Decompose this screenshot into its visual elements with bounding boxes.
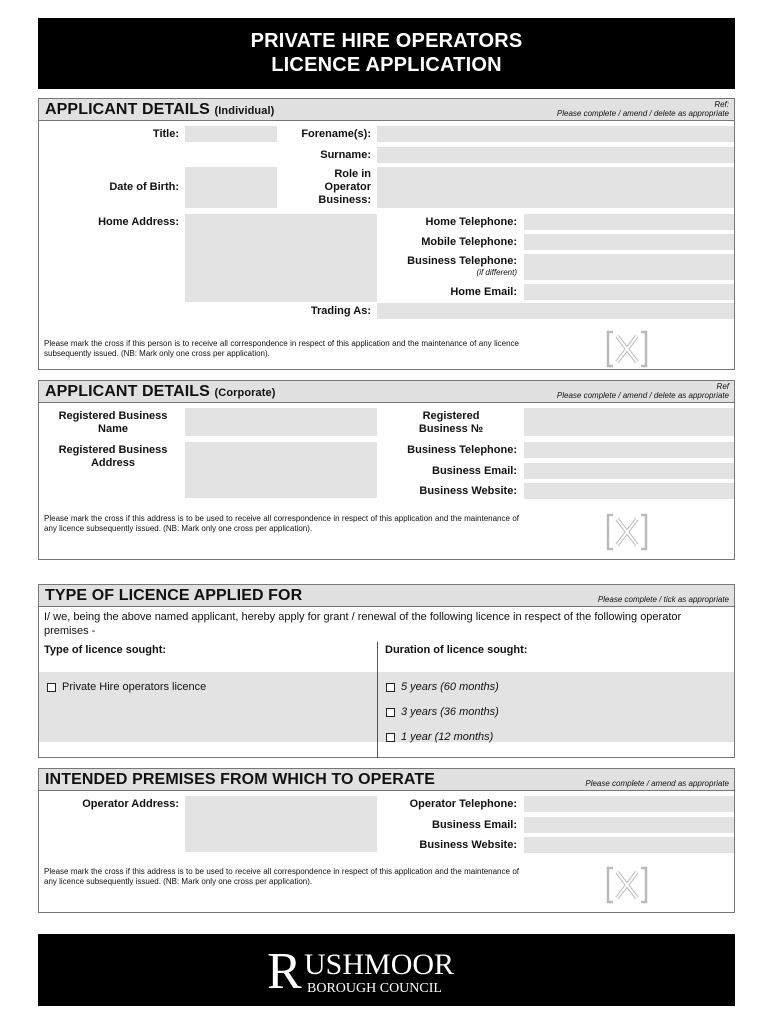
registered-number-label (384, 410, 518, 436)
duration-option-3-years[interactable] (386, 706, 499, 718)
forenames-field[interactable] (377, 126, 734, 142)
registered-number-label-line1: Registered (422, 410, 480, 422)
home-telephone-label: Home Telephone: (425, 216, 517, 228)
type-header: Type of licence sought: (44, 644, 167, 656)
logo-subtitle: BOROUGH COUNCIL (306, 981, 442, 996)
role-label-line3: Business: (318, 194, 371, 206)
registered-name-label-line1: Registered Business (58, 410, 168, 422)
form-title-line1: PRIVATE HIRE OPERATORS (250, 30, 523, 52)
section-title-text: APPLICANT DETAILS (45, 383, 210, 400)
checkbox-icon[interactable] (386, 683, 395, 692)
licence-intro: I/ we, being the above named applicant, hereby apply for grant / renewal of the following licence in respect of the following operator premises - (44, 611, 682, 637)
applicant-individual-section (38, 98, 735, 370)
duration-option-label: 1 year (12 months) (401, 731, 494, 743)
section-header (39, 381, 734, 403)
registered-name-field[interactable] (185, 408, 377, 436)
business-telephone-label (369, 255, 517, 278)
logo-initial: R (266, 943, 302, 1000)
checkbox-icon[interactable] (386, 708, 395, 717)
section-header (39, 769, 734, 791)
business-website-label: Business Website: (419, 485, 517, 497)
trading-as-field[interactable] (377, 303, 734, 319)
operator-address-field[interactable] (185, 796, 377, 852)
operator-telephone-field[interactable] (524, 796, 734, 812)
duration-option-label: 3 years (36 months) (401, 706, 499, 718)
surname-field[interactable] (377, 147, 734, 163)
duration-option-5-years[interactable] (386, 681, 499, 693)
correspondence-note: Please mark the cross if this person is to receive all correspondence in respect of this application and the maintenance of any licence subsequently issued. (NB: Mark only one cross per application). (44, 339, 519, 358)
mobile-telephone-label: Mobile Telephone: (421, 236, 517, 248)
role-label (279, 168, 371, 207)
home-address-field[interactable] (185, 214, 377, 302)
applicant-corporate-section (38, 380, 735, 560)
duration-option-1-year[interactable] (386, 731, 493, 743)
role-label-line2: Operator (324, 181, 371, 193)
private-hire-option-label: Private Hire operators licence (62, 681, 207, 693)
logo-wordmark: USHMOOR (303, 948, 454, 981)
role-label-line1: Role in (334, 168, 371, 180)
business-website-label: Business Website: (419, 839, 517, 851)
forenames-label: Forename(s): (301, 128, 371, 140)
home-email-field[interactable] (524, 284, 734, 300)
registered-address-field[interactable] (185, 442, 377, 498)
operator-telephone-label: Operator Telephone: (409, 798, 517, 810)
section-instruction: Please complete / amend / delete as appropriate (556, 109, 729, 118)
private-hire-option[interactable] (47, 681, 206, 693)
form-title-banner (38, 18, 735, 89)
ref-label: Ref: (714, 100, 729, 109)
if-different-hint: (if different) (476, 268, 517, 277)
cross-box-icon[interactable] (605, 329, 649, 369)
cross-box-icon[interactable] (605, 512, 649, 552)
mobile-telephone-field[interactable] (524, 234, 734, 250)
section-title-text: APPLICANT DETAILS (45, 101, 210, 118)
dob-label: Date of Birth: (109, 181, 179, 193)
registered-number-field[interactable] (524, 408, 734, 436)
business-email-field[interactable] (524, 817, 734, 833)
business-email-label: Business Email: (432, 819, 517, 831)
title-field[interactable] (185, 126, 277, 142)
home-telephone-field[interactable] (524, 214, 734, 230)
council-logo-banner (38, 934, 735, 1006)
section-subtitle: (Individual) (214, 105, 275, 117)
duration-option-label: 5 years (60 months) (401, 681, 499, 693)
section-instruction: Please complete / amend as appropriate (585, 779, 729, 788)
checkbox-icon[interactable] (386, 733, 395, 742)
checkbox-icon[interactable] (47, 683, 56, 692)
trading-as-label: Trading As: (310, 305, 371, 317)
home-address-label: Home Address: (98, 216, 179, 228)
section-header (39, 99, 734, 121)
section-instruction: Please complete / tick as appropriate (597, 595, 729, 604)
section-title (45, 101, 274, 119)
registered-number-label-line2: Business № (418, 423, 484, 435)
section-header (39, 585, 734, 607)
business-website-field[interactable] (524, 483, 734, 499)
section-title: INTENDED PREMISES FROM WHICH TO OPERATE (45, 771, 435, 788)
registered-address-label (43, 444, 183, 470)
registered-address-label-line1: Registered Business (58, 444, 168, 456)
section-subtitle: (Corporate) (214, 387, 276, 399)
correspondence-note: Please mark the cross if this address is to be used to receive all correspondence in respect of this application and the maintenance of any licence subsequently issued. (NB: Mark only one cross per application). (44, 867, 519, 886)
column-divider (377, 672, 378, 758)
premises-section (38, 768, 735, 913)
section-title (45, 383, 276, 401)
rushmoor-logo (267, 940, 507, 1000)
registered-address-label-line2: Address (90, 457, 136, 469)
dob-field[interactable] (185, 167, 277, 208)
business-telephone-label: Business Telephone: (407, 444, 517, 456)
cross-box-icon[interactable] (605, 865, 649, 905)
correspondence-note: Please mark the cross if this address is to be used to receive all correspondence in respect of this application and the maintenance of any licence subsequently issued. (NB: Mark only one cross per application). (44, 514, 519, 533)
business-telephone-label-text: Business Telephone: (407, 255, 517, 267)
section-title: TYPE OF LICENCE APPLIED FOR (45, 587, 303, 604)
business-telephone-field[interactable] (524, 254, 734, 280)
form-title-line2: LICENCE APPLICATION (271, 54, 502, 76)
ref-label: Ref (716, 382, 729, 391)
duration-header: Duration of licence sought: (385, 644, 528, 656)
column-divider (377, 642, 378, 672)
role-field[interactable] (377, 167, 734, 208)
surname-label: Surname: (320, 149, 371, 161)
registered-name-label (43, 410, 183, 436)
business-email-label: Business Email: (432, 465, 517, 477)
operator-address-label: Operator Address: (82, 798, 179, 810)
registered-name-label-line2: Name (98, 423, 128, 435)
business-telephone-field[interactable] (524, 442, 734, 458)
licence-type-section (38, 584, 735, 758)
home-email-label: Home Email: (450, 286, 517, 298)
title-label: Title: (152, 128, 179, 140)
section-instruction: Please complete / amend / delete as appropriate (556, 391, 729, 400)
business-website-field[interactable] (524, 837, 734, 853)
business-email-field[interactable] (524, 463, 734, 479)
